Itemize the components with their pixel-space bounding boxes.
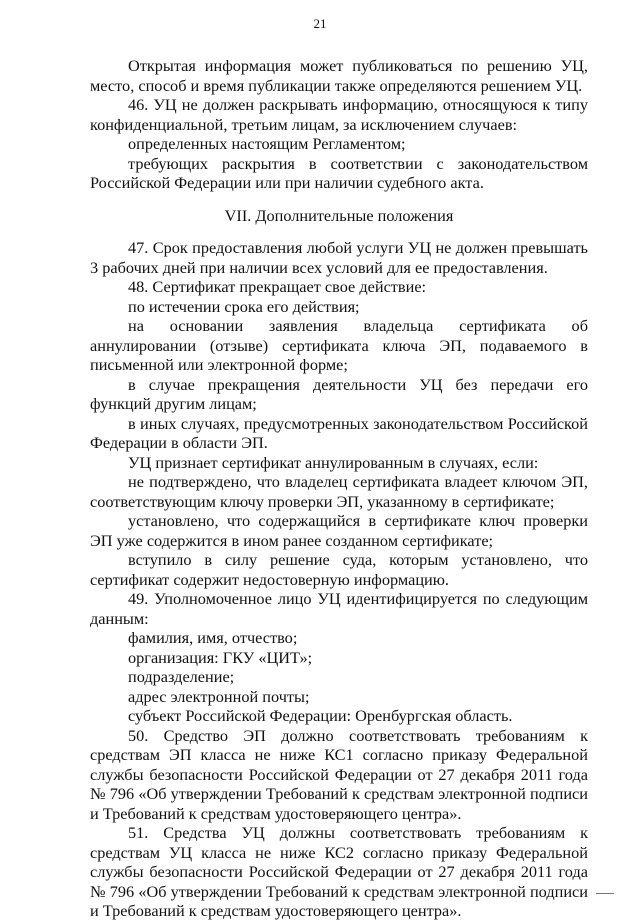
paragraph-50: 50. Средство ЭП должно соответствовать требованиям к средствам ЭП класса не ниже КС1 согласно приказу Федеральной службы безопасности Российской Федерации от 27 декабря 2011 года № 796 «Об утверждении Требований к средствам электронной подписи и Требований к средствам удостоверяющего центра». [90, 725, 588, 823]
list-item: подразделение; [128, 667, 235, 686]
paragraph-49: 49. Уполномоченное лицо УЦ идентифицируется по следующим данным: [90, 589, 588, 628]
list-item: организация: ГКУ «ЦИТ»; [128, 647, 313, 667]
paragraph-47: 47. Срок предоставления любой услуги УЦ не должен превышать 3 рабочих дней при наличии всех условий для ее предоставления. [90, 238, 588, 277]
list-item: фамилия, имя, отчество; [128, 628, 298, 647]
list-item: определенных настоящим Регламентом; [128, 134, 406, 153]
list-item: требующих раскрытия в соответствии с законодательством Российской Федерации или при наличии судебного акта. [90, 153, 588, 192]
list-item: адрес электронной почты; [128, 686, 310, 706]
paragraph: Открытая информация может публиковаться по решению УЦ, место, способ и время публикации также определяются решением УЦ. [90, 56, 588, 95]
list-item: в случае прекращения деятельности УЦ без передачи его функций другим лицам; [90, 374, 588, 413]
section-heading: VII. Дополнительные положения [224, 205, 454, 225]
list-item: по истечении срока его действия; [128, 296, 360, 316]
page-number: 21 [313, 16, 327, 31]
paragraph-46: 46. УЦ не должен раскрывать информацию, относящуюся к типу конфиденциальной, третьим лицам, за исключением случаев: [90, 95, 588, 134]
list-item: вступило в силу решение суда, которым установлено, что сертификат содержит недостоверную информацию. [90, 550, 588, 589]
list-item: на основании заявления владельца сертификата об аннулировании (отзыве) сертификата ключа ЭП, подаваемого в письменной или электронной форме; [90, 316, 588, 374]
list-item: субъект Российской Федерации: Оренбургская область. [128, 706, 513, 725]
scan-mark [596, 893, 614, 894]
list-item: не подтверждено, что владелец сертификата владеет ключом ЭП, соответствующим ключу проверки ЭП, указанному в сертификате; [90, 472, 588, 511]
list-item: в иных случаях, предусмотренных законодательством Российской Федерации в области ЭП. [90, 413, 588, 452]
list-item: установлено, что содержащийся в сертификате ключ проверки ЭП уже содержится в ином ранее созданном сертификате; [90, 511, 588, 550]
page-body [90, 56, 588, 921]
paragraph: УЦ признает сертификат аннулированным в случаях, если: [128, 452, 539, 472]
paragraph-51: 51. Средства УЦ должны соответствовать требованиям к средствам УЦ класса не ниже КС2 согласно приказу Федеральной службы безопасности Российской Федерации от 27 декабря 2011 года № 796 «Об утверждении Требований к средствам электронной подписи и Требований к средствам удостоверяющего центра». [90, 823, 588, 920]
paragraph-48: 48. Сертификат прекращает свое действие: [128, 277, 427, 296]
